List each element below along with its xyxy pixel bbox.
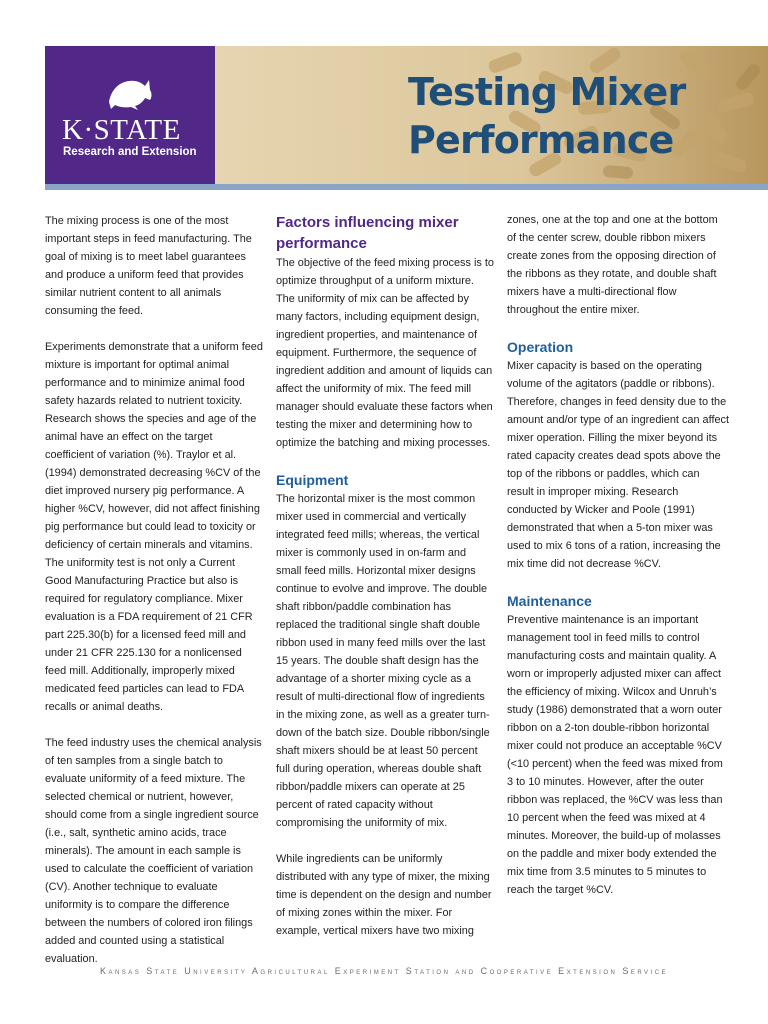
page-title-line2: Performance	[408, 118, 674, 162]
feed-industry-paragraph: The feed industry uses the chemical analysis of ten samples from a single batch to evaluate uniformity of a feed mixture. The selected chemical or nutrient, however, should come from a single ingredient source (i.e., salt, synthetic amino acids, trace minerals). The amount in each sample is used to calculate the coefficient of variation (CV). Another technique to evaluate uniformity is to compare the difference between the numbers of colored iron filings added and counted using a statistical evaluation.	[45, 737, 262, 965]
operation-heading: Operation	[507, 339, 574, 355]
mixing-zones-continued: zones, one at the top and one at the bottom of the center screw, double ribbon mixers create zones from the opposing direction of the ribbons as they rotate, and double shaft mixers have a multi-directional flow throughout the entire mixer.	[507, 214, 718, 316]
column-3	[507, 211, 729, 917]
column-1	[45, 212, 263, 986]
header-banner	[45, 46, 768, 184]
title-banner	[215, 46, 768, 184]
factors-heading: Factors influencing mixer performance	[276, 214, 459, 252]
column-2	[276, 212, 494, 958]
wildcat-icon	[105, 72, 155, 112]
equipment-paragraph: The horizontal mixer is the most common mixer used in commercial and vertically integrated feed mills; whereas, the vertical mixer is commonly used in on-farm and small feed mills. Horizontal mixer designs continue to evolve and improve. The double shaft ribbon/paddle combination has replaced the traditional single shaft double ribbon used in many feed mills over the last 15 years. The double shaft design has the advantage of a shorter mixing cycle as a result of multi-directional flow of ingredients in the mixing zone, as well as a greater turn-down of the batch size. Double ribbon/single shaft mixers should be at least 50 percent full during operation, whereas double shaft ribbon/paddle mixers can operate at 25 percent of rated capacity without compromising the uniformity of mix.	[276, 493, 490, 829]
maintenance-heading: Maintenance	[507, 593, 592, 609]
mixing-zones-paragraph: While ingredients can be uniformly distributed with any type of mixer, the mixing time is dependent on the design and number of mixing zones within the mixer. For example, vertical mixers have two mixing	[276, 853, 492, 937]
header-divider	[45, 184, 768, 190]
logo-subtitle: Research and Extension	[63, 146, 197, 158]
kstate-logo	[45, 46, 215, 184]
factors-paragraph: The objective of the feed mixing process is to optimize throughput of a uniform mixture. The uniformity of mix can be affected by many factors, including equipment design, ingredient properties, and maintenance of equipment. Furthermore, the sequence of ingredient addition and amount of liquids can affect the uniformity of mix. The feed mill manager should evaluate these factors when testing the mixer and determining how to optimize the batching and mixing processes.	[276, 257, 494, 449]
intro-paragraph: The mixing process is one of the most important steps in feed manufacturing. The goal of mixing is to meet label guarantees and produce a uniform feed that provides similar nutrient content to all animals consuming the feed.	[45, 215, 252, 317]
experiments-paragraph: Experiments demonstrate that a uniform feed mixture is important for optimal animal performance and to minimize animal food safety hazards related to nutrient toxicity. Research shows the species and age of the animal have an effect on the target coefficient of variation (%). Traylor et al. (1994) demonstrated decreasing %CV of the diet improved nursery pig performance. A higher %CV, however, did not affect finishing pig performance but could lead to toxicity or deficiency of certain minerals and vitamins. The uniformity test is not only a Current Good Manufacturing Practice but also is required for regulatory compliance. Mixer evaluation is a FDA requirement of 21 CFR part 225.30(b) for a licensed feed mill and under 21 CFR 225.130 for a nonlicensed feed mill. Additionally, improperly mixed medicated feed particles can lead to FDA recalls or animal deaths.	[45, 341, 263, 713]
footer: Kansas State University Agricultural Experiment Station and Cooperative Extension Service	[99, 966, 669, 976]
operation-paragraph: Mixer capacity is based on the operating volume of the agitators (paddle or ribbons). Therefore, changes in feed density due to the amount and/or type of an ingredient can affect mixer operation. Filling the mixer beyond its rated capacity creates dead spots above the top of the ribbons or paddles, which can result in improper mixing. Research conducted by Wicker and Poole (1991) demonstrated that when a 5-ton mixer was used to mix 6 tons of a ration, increasing the mix time did not decrease %CV.	[507, 360, 729, 570]
page-title-line1: Testing Mixer	[408, 70, 686, 114]
page-title	[408, 68, 685, 164]
equipment-heading: Equipment	[276, 472, 349, 488]
logo-wordmark: K·STATE	[62, 114, 181, 146]
maintenance-paragraph: Preventive maintenance is an important management tool in feed mills to control manufacturing costs and maintain quality. A worn or improperly adjusted mixer can affect the efficiency of mixing. Wilcox and Unruh’s study (1986) demonstrated that a worn outer ribbon on a 2-ton double-ribbon horizontal mixer could not produce an acceptable %CV (<10 percent) when the feed was mixed from 3 to 10 minutes. However, after the outer ribbon was replaced, the %CV was less than 10 percent when the feed was mixed at 4 minutes. Moreover, the build-up of molasses on the paddle and mixer body extended the mix time from 3.5 minutes to 5 minutes to reach the target %CV.	[507, 614, 723, 896]
